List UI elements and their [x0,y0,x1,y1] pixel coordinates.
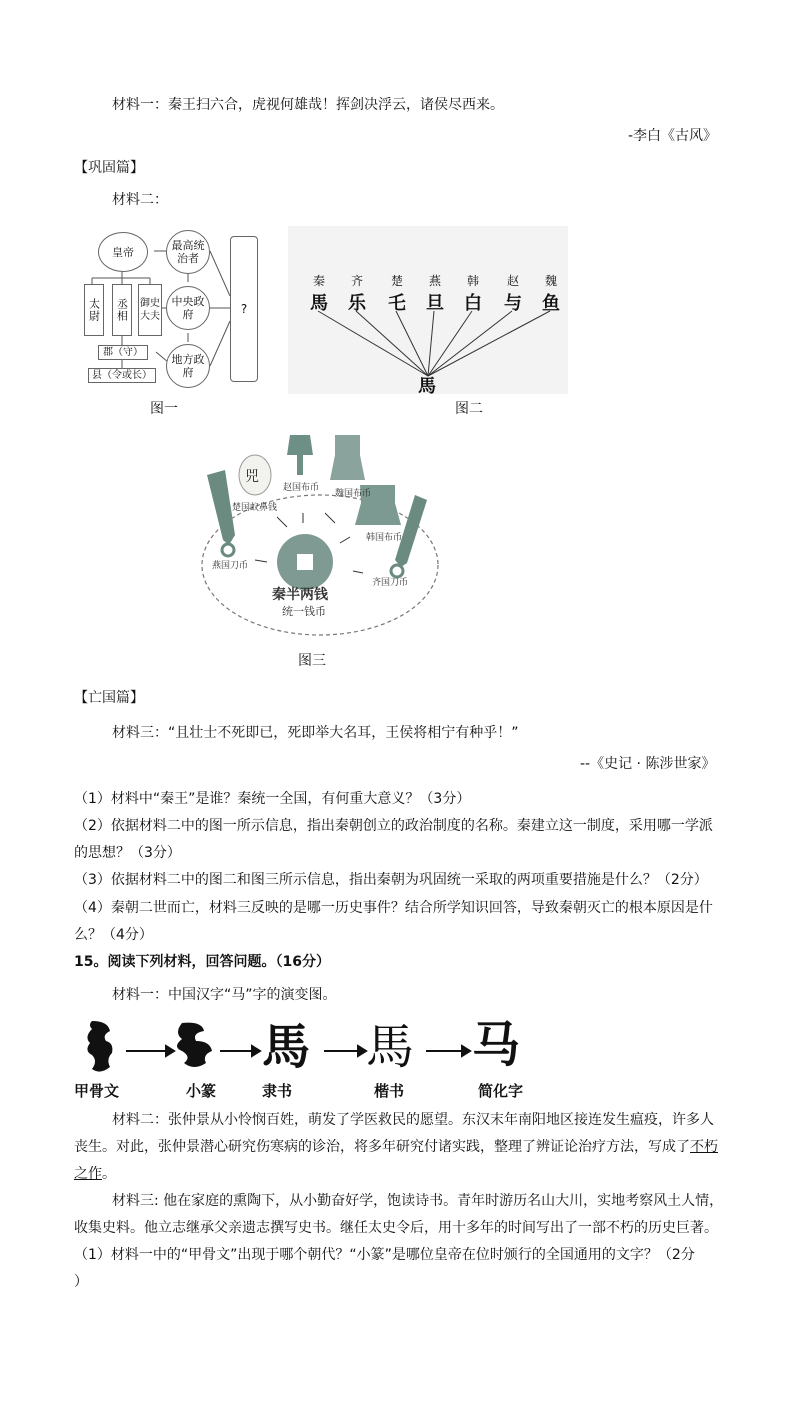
wei-coin [330,435,365,480]
m2-underline-2: 之作 [74,1166,102,1182]
zhao-coin [287,435,313,475]
glyph-lishu: 馬 [262,1019,311,1075]
figure2-caption: 图二 [455,401,483,417]
q15-question1-line1: （1）材料一中的“甲骨文”出现于哪个朝代？“小篆”是哪位皇帝在位时颁行的全国通用的文字？（2分 [74,1247,695,1263]
fig2-state-yan: 燕 [429,274,442,288]
fig3-wei-label: 魏国布币 [335,489,372,499]
fig2-state-qin: 秦 [313,274,326,288]
fig3-zhao-label: 赵国布币 [283,483,320,493]
stage-xiaozhuan: 小篆 [186,1082,217,1100]
q15-material2-line1: 材料二：张仲景从小怜悯百姓，萌发了学医救民的愿望。东汉末年南阳地区接连发生瘟疫，许多人 [112,1112,714,1128]
material3-text: 材料三：“且壮士不死即已，死即举大名耳，王侯将相宁有种乎！” [112,725,519,741]
q15-material3-line1: 材料三: 他在家庭的熏陶下，从小勤奋好学，饱读诗书。青年时游历名山大川，实地考察风土人情， [112,1193,724,1209]
fig2-glyph-han: 白 [464,293,482,314]
fig2-glyph-wei: 鱼 [542,293,560,314]
fig1-taiwei: 太尉 [84,284,104,336]
fig1-central-government: 中央政府 [166,286,210,330]
glyph-xiaozhuan [177,1023,212,1067]
m2-underline-1: 不朽 [690,1139,718,1155]
section-wangguo: 【亡国篇】 [74,690,144,706]
question-1: （1）材料中“秦王”是谁？秦统一全国，有何重大意义？（3分） [74,791,471,807]
fig1-chengxiang: 丞相 [112,284,132,336]
q15-material2-line3 [74,1164,116,1184]
fig2-state-zhao: 赵 [507,274,520,288]
fig1-jun: 郡（守） [98,345,148,360]
fig3-chu-label: 楚国蚁鼻钱 [232,503,278,513]
question-3: （3）依据材料二中的图二和图三所示信息，指出秦朝为巩固统一采取的两项重要措施是什么？（2分） [74,872,708,888]
q15-material1: 材料一：中国汉字“马”字的演变图。 [112,987,337,1003]
fig2-glyph-qi: 乐 [348,293,366,314]
fig1-question-box: ? [230,236,258,382]
glyph-kaishu: 馬 [366,1019,415,1075]
glyph-jiaguwen [87,1021,112,1072]
fig3-banliang-label: 秦半两钱 [272,587,328,603]
fig2-glyph-qin: 馬 [310,293,328,314]
question-4-line2: 么？（4分） [74,927,153,943]
figure3-caption: 图三 [298,653,326,669]
question-2-line2: 的思想？（3分） [74,845,181,861]
svg-text:兕: 兕 [245,469,259,485]
m2-text: 丧生。对此，张仲景潜心研究伤寒病的诊治，将多年研究付诸实践，整理了辨证论治疗方法，写成了 [74,1139,690,1155]
fig1-yushidafu: 御史大夫 [138,284,162,336]
material1-text: 材料一：秦王扫六合，虎视何雄哉！挥剑决浮云，诸侯尽西来。 [112,97,504,113]
fig2-state-chu: 楚 [391,274,404,288]
q15-material3-line2: 收集史料。他立志继承父亲遗志撰写史书。继任太史令后，用十多年的时间写出了一部不朽的历史巨著。 [74,1220,718,1236]
section-gonggu: 【巩固篇】 [74,160,144,176]
material2-label: 材料二： [112,192,168,208]
q15-material2-line2 [74,1137,718,1157]
stage-lishu: 隶书 [262,1082,293,1100]
fig3-han-label: 韩国布币 [366,533,403,543]
fig3-unify-label: 统一钱币 [282,605,326,618]
fig2-state-han: 韩 [467,274,480,288]
q15-title: 15。阅读下列材料，回答问题。（16分） [74,954,330,970]
fig3-yan-label: 燕国刀币 [212,561,249,571]
fig1-emperor: 皇帝 [98,232,148,272]
fig3-qi-label: 齐国刀币 [372,578,409,588]
stage-jiaguwen: 甲骨文 [74,1082,120,1100]
fig2-state-qi: 齐 [351,274,364,288]
yan-coin [207,470,235,545]
figure2-lines [288,226,568,394]
fig1-supreme-ruler: 最高统治者 [166,230,210,274]
question-4-line1: （4）秦朝二世而亡，材料三反映的是哪一历史事件？结合所学知识回答，导致秦朝灭亡的根本原因是什 [74,900,713,916]
figure1-caption: 图一 [150,401,178,417]
stage-kaishu: 楷书 [374,1082,405,1100]
m2-end: 。 [102,1166,116,1182]
fig2-glyph-chu: 乇 [388,293,406,314]
q15-question1-line2: ） [74,1274,88,1290]
fig1-local-government: 地方政府 [166,344,210,388]
fig2-glyph-unified: 馬 [418,376,436,394]
glyph-jianhua: 马 [472,1017,521,1073]
material3-source: --《史记 · 陈涉世家》 [580,756,716,772]
fig2-glyph-zhao: 与 [504,293,522,314]
material1-source: -李白《古风》 [628,128,718,144]
question-2-line1: （2）依据材料二中的图一所示信息，指出秦朝创立的政治制度的名称。秦建立这一制度，采用哪一学派 [74,818,713,834]
fig2-state-wei: 魏 [545,274,558,288]
fig1-xian: 县（令或长） [88,368,156,383]
stage-jianhua: 简化字 [478,1082,524,1100]
fig2-glyph-yan: 旦 [426,293,444,314]
